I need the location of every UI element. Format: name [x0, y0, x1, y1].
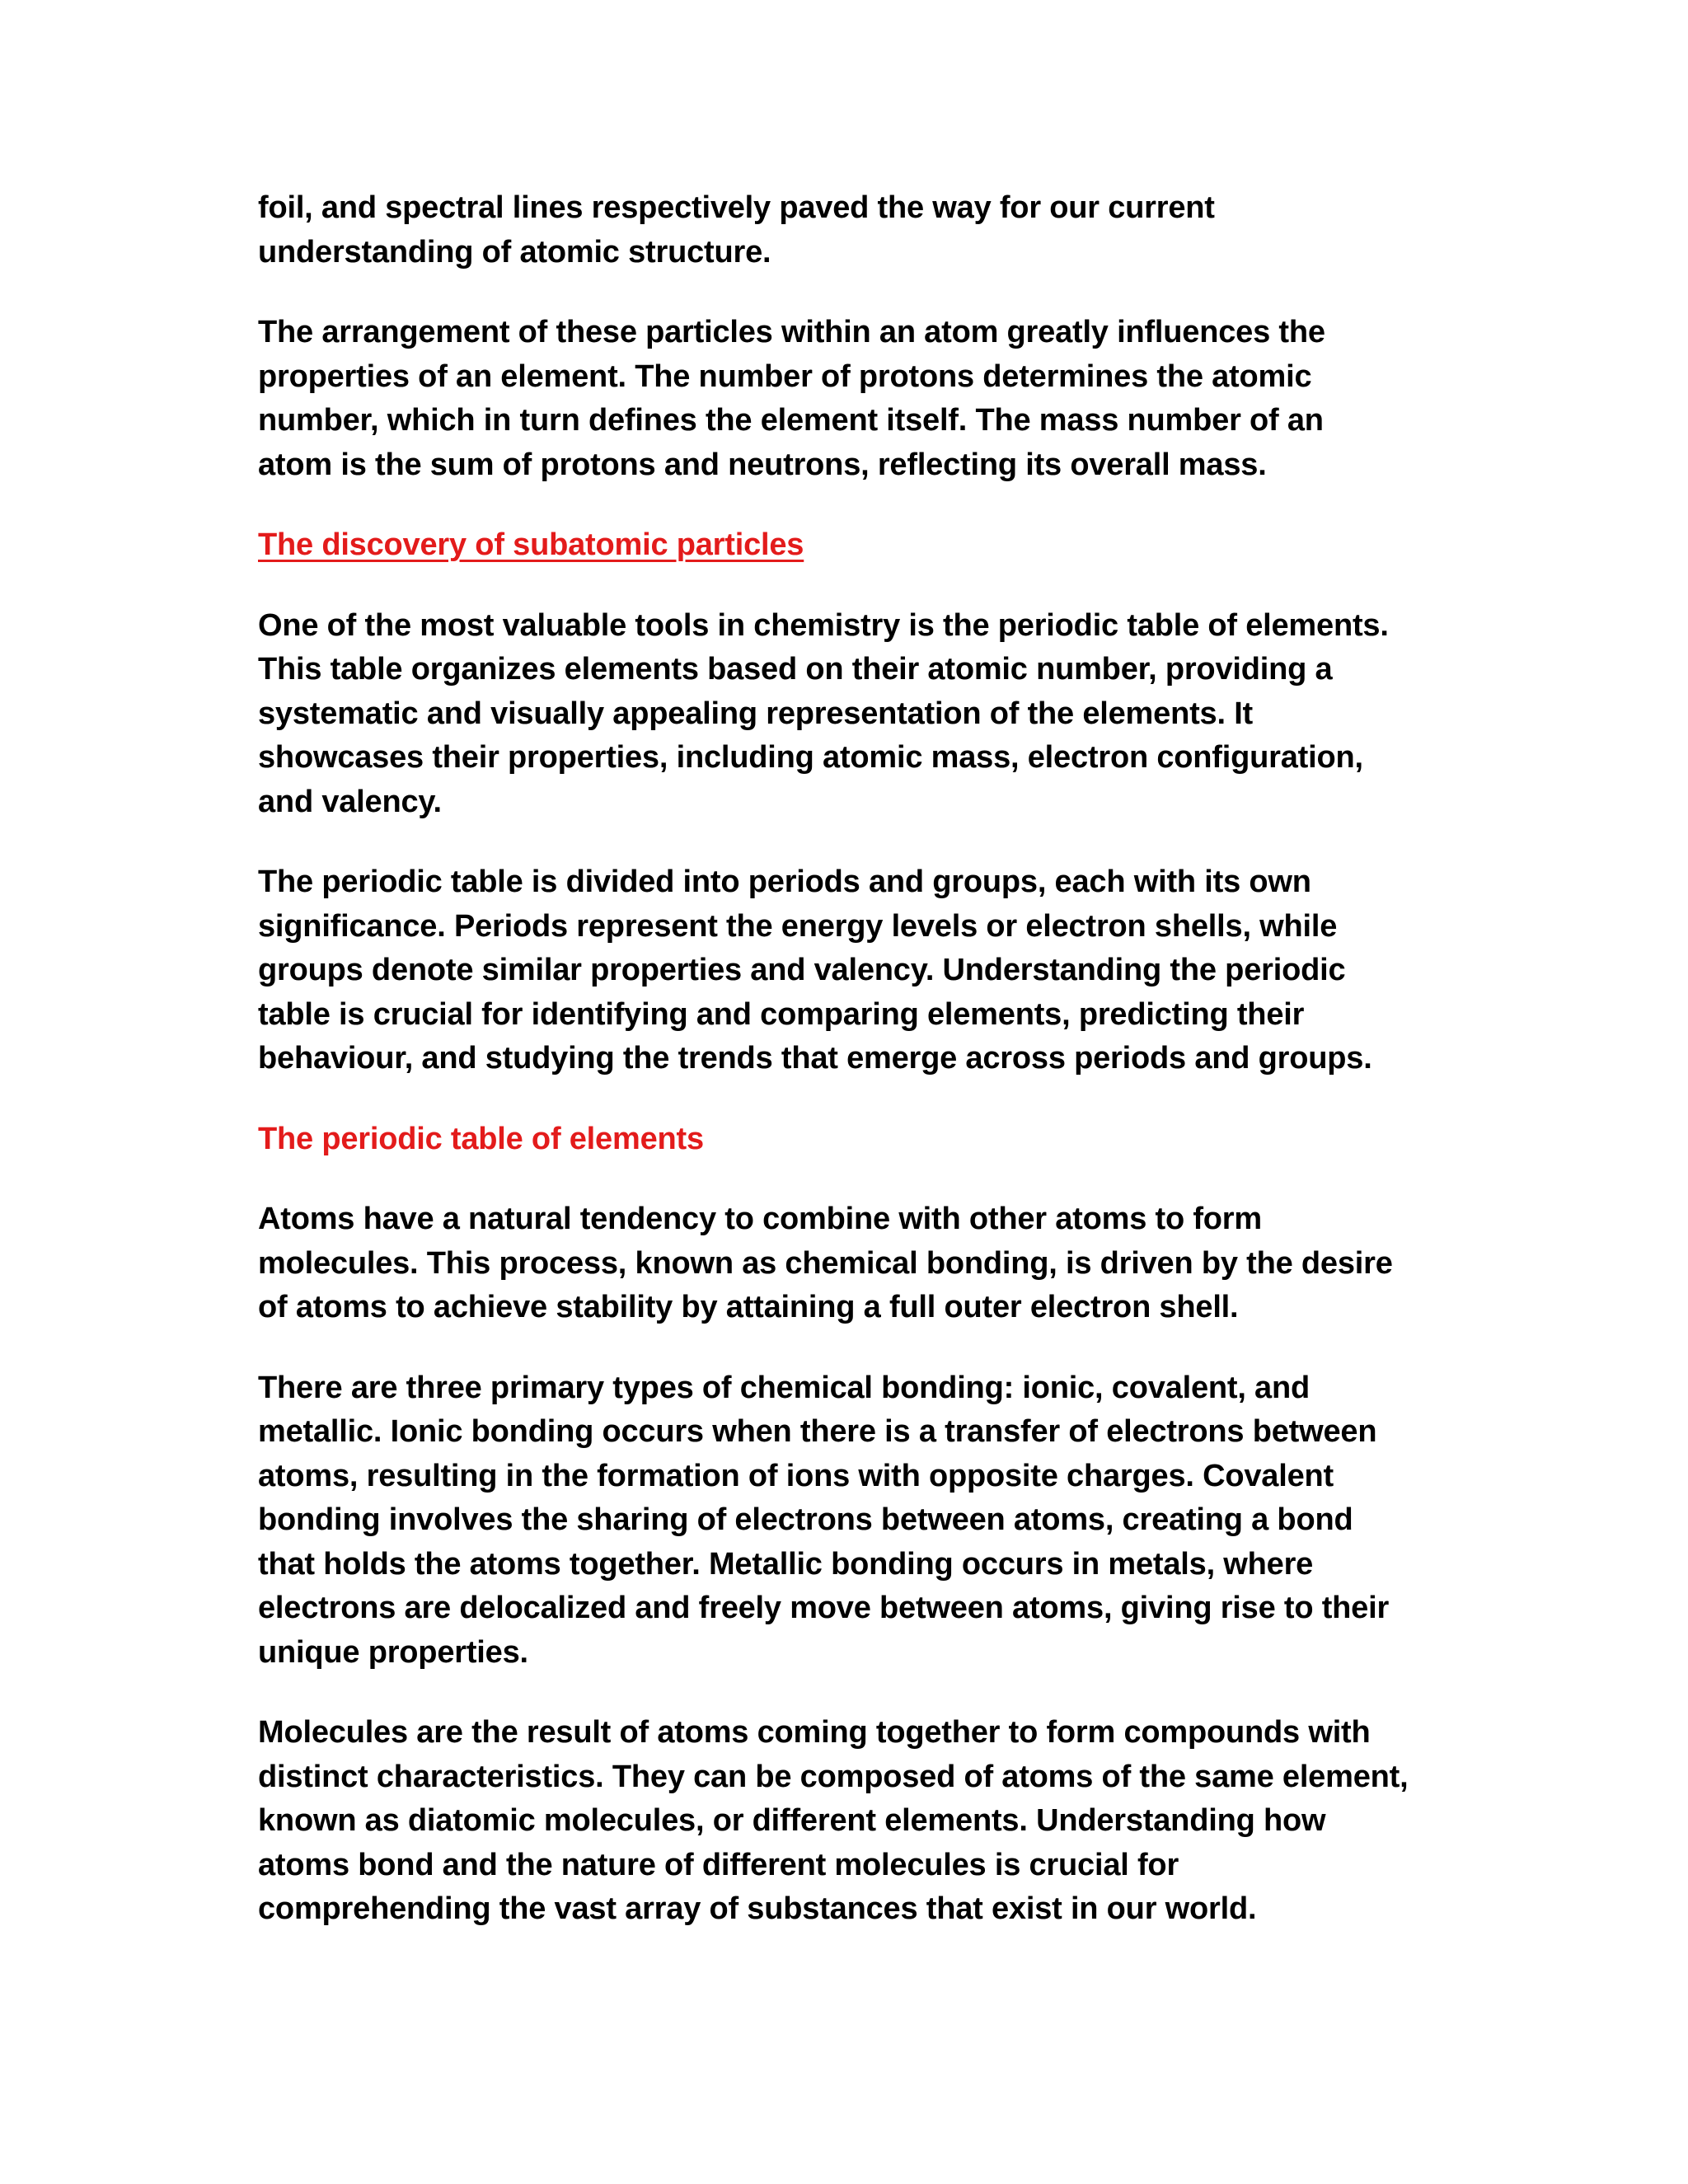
paragraph-line: unique properties. [258, 1634, 528, 1670]
paragraph-line: Atoms have a natural tendency to combine with other atoms to form [258, 1202, 1262, 1236]
paragraph-2 [258, 311, 1445, 487]
paragraph-line: systematic and visually appealing representation of the elements. It [258, 696, 1254, 731]
paragraph-line: foil, and spectral lines respectively paved the way for our current [258, 190, 1215, 225]
paragraph-line: metallic. Ionic bonding occurs when there is a transfer of electrons between [258, 1414, 1377, 1449]
paragraph-line: of atoms to achieve stability by attaining a full outer electron shell. [258, 1290, 1239, 1324]
section-heading-subatomic-particles: The discovery of subatomic particles [258, 527, 804, 562]
paragraph-1 [258, 186, 1445, 274]
paragraph-6 [258, 1366, 1445, 1675]
paragraph-line: molecules. This process, known as chemical bonding, is driven by the desire [258, 1245, 1393, 1281]
paragraph-line: The arrangement of these particles within an atom greatly influences the [258, 315, 1325, 349]
paragraph-line: bonding involves the sharing of electrons between atoms, creating a bond [258, 1502, 1353, 1537]
paragraph-line: significance. Periods represent the energy levels or electron shells, while [258, 908, 1338, 944]
paragraph-line: properties of an element. The number of protons determines the atomic [258, 359, 1312, 394]
paragraph-line: number, which in turn defines the element itself. The mass number of an [258, 403, 1324, 438]
paragraph-line: atoms bond and the nature of different molecules is crucial for [258, 1847, 1179, 1882]
paragraph-line: atom is the sum of protons and neutrons, reflecting its overall mass. [258, 447, 1267, 482]
section-heading-periodic-table: The periodic table of elements [258, 1121, 704, 1156]
paragraph-line: distinct characteristics. They can be composed of atoms of the same element, [258, 1759, 1409, 1794]
paragraph-line: The periodic table is divided into periods and groups, each with its own [258, 865, 1311, 899]
document-body [258, 186, 1445, 1968]
paragraph-line: This table organizes elements based on their atomic number, providing a [258, 652, 1333, 687]
paragraph-line: that holds the atoms together. Metallic bonding occurs in metals, where [258, 1546, 1314, 1582]
paragraph-4 [258, 860, 1445, 1081]
paragraph-line: Molecules are the result of atoms coming together to form compounds with [258, 1715, 1371, 1750]
paragraph-line: behaviour, and studying the trends that emerge across periods and groups. [258, 1041, 1372, 1076]
paragraph-line: There are three primary types of chemical bonding: ionic, covalent, and [258, 1370, 1311, 1405]
paragraph-line: groups denote similar properties and valency. Understanding the periodic [258, 953, 1346, 987]
paragraph-line: comprehending the vast array of substances that exist in our world. [258, 1891, 1257, 1926]
paragraph-line: atoms, resulting in the formation of ions with opposite charges. Covalent [258, 1458, 1334, 1493]
paragraph-line: One of the most valuable tools in chemistry is the periodic table of elements. [258, 607, 1389, 643]
paragraph-line: and valency. [258, 784, 442, 819]
paragraph-line: electrons are delocalized and freely move between atoms, giving rise to their [258, 1591, 1390, 1625]
paragraph-line: showcases their properties, including atomic mass, electron configuration, [258, 740, 1363, 775]
paragraph-3 [258, 604, 1445, 825]
paragraph-7 [258, 1711, 1445, 1932]
paragraph-5 [258, 1197, 1445, 1330]
paragraph-line: understanding of atomic structure. [258, 234, 771, 269]
paragraph-line: known as diatomic molecules, or different elements. Understanding how [258, 1803, 1326, 1838]
paragraph-line: table is crucial for identifying and comparing elements, predicting their [258, 996, 1305, 1032]
